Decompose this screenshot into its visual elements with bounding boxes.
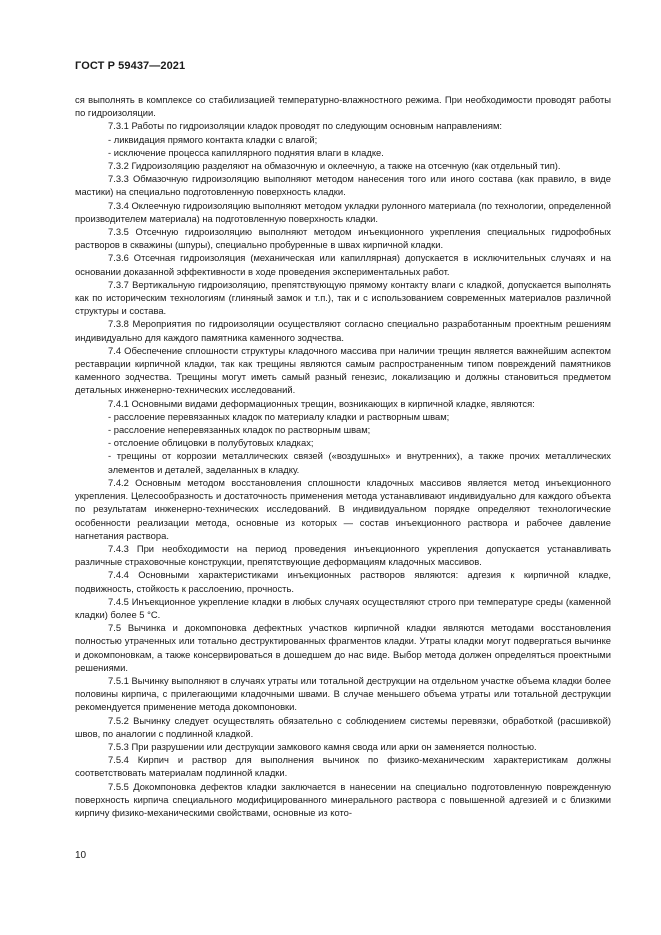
paragraph: 7.5.5 Докомпоновка дефектов кладки заключается в нанесении на специально подготовленную поврежденную поверхность кирпича специального модифицированного минерального раствора с повышенной адгезией и с близкими кирпичу физико-механическими свойствами, основные из кото- [75, 780, 611, 818]
page-header-title: ГОСТ Р 59437—2021 [75, 60, 186, 72]
paragraph: 7.3.6 Отсечная гидроизоляция (механическая или капиллярная) допускается в исключительных случаях и на основании доказанной эффективности в ходе проведения экспериментальных работ. [75, 252, 611, 277]
paragraph: 7.4 Обеспечение сплошности структуры кладочного массива при наличии трещин является важнейшим аспектом реставрации кирпичной кладки, так как трещины являются самым распространенным типом повреждений памятников каменного зодчества. Трещины могут иметь самый разный генезис, локализацию и должны становиться предметом детальных инженерно-технических исследований. [75, 344, 611, 396]
list-item: - расслоение перевязанных кладок по материалу кладки и растворным швам; [108, 410, 450, 422]
paragraph: 7.3.3 Обмазочную гидроизоляцию выполняют методом нанесения того или иного состава (как правило, в виде мастики) на специально подготовленную поверхность кладки. [75, 173, 611, 198]
paragraph: 7.3.5 Отсечную гидроизоляцию выполняют методом инъекционного укрепления специальных гидрофобных растворов в скважины (шпуры), специально пробуренные в швах кирпичной кладки. [75, 226, 611, 251]
paragraph: 7.3.4 Оклеечную гидроизоляцию выполняют методом укладки рулонного материала (по технологии, определенной производителем материала) на подготовленную поверхность кладки. [75, 199, 611, 224]
paragraph: 7.4.4 Основными характеристиками инъекционных растворов являются: адгезия к кирпичной кладке, подвижность, стойкость к расслоению, прочность. [75, 569, 611, 594]
paragraph: 7.3.2 Гидроизоляцию разделяют на обмазочную и оклеечную, а также на отсечную (как отдельный тип). [108, 160, 561, 172]
list-item: - отслоение облицовки в полубутовых кладках; [108, 437, 314, 449]
page-number: 10 [75, 850, 87, 861]
list-item: - исключение процесса капиллярного поднятия влаги в кладке. [108, 146, 384, 158]
list-item: - ликвидация прямого контакта кладки с влагой; [108, 133, 318, 145]
paragraph: ся выполнять в комплексе со стабилизацией температурно-влажностного режима. При необходимости проводят работы по гидроизоляции. [75, 94, 611, 119]
paragraph: 7.3.8 Мероприятия по гидроизоляции осуществляют согласно специально разработанным проектным решениям индивидуально для каждого памятника каменного зодчества. [75, 318, 611, 343]
paragraph: 7.5.1 Вычинку выполняют в случаях утраты или тотальной деструкции на отдельном участке объема кладки более половины кирпича, с прилегающими кладочными швами. В случае меньшего объема утраты или тотальной деструкции рекомендуется применение метода докомпоновки. [75, 674, 611, 713]
paragraph: 7.4.5 Инъекционное укрепление кладки в любых случаях осуществляют строго при температуре среды (каменной кладки) более 5 °С. [75, 595, 611, 620]
paragraph: 7.3.1 Работы по гидроизоляции кладок проводят по следующим основным направлениям: [108, 120, 502, 132]
list-item: - расслоение неперевязанных кладок по растворным швам; [108, 424, 371, 436]
paragraph: 7.5.3 При разрушении или деструкции замкового камня свода или арки он заменяется полностью. [108, 740, 537, 752]
paragraph: 7.5.4 Кирпич и раствор для выполнения вычинок по физико-механическим характеристикам должны соответствовать материалам подлинной кладки. [75, 754, 611, 779]
paragraph: 7.3.7 Вертикальную гидроизоляцию, препятствующую прямому контакту влаги с кладкой, допускается выполнять как по историческим технологиям (глиняный замок и т.п.), так и с использованием современных материалов различной структуры и состава. [75, 278, 611, 317]
paragraph: 7.4.2 Основным методом восстановления сплошности кладочных массивов является метод инъекционного укрепления. Целесообразность и достаточность применения метода устанавливают индивидуально для каждого объекта по результатам инженерно-технических исследований. В индивидуальном порядке определяют технологические особенности реализации метода, основные из которых — состав инъекционного раствора и рабочее давление нагнетания раствора. [75, 476, 611, 541]
paragraph: 7.5 Вычинка и докомпоновка дефектных участков кирпичной кладки являются методами восстановления полностью утраченных или тотально деструктированных фрагментов кладки. Утраты кладки могут подвергаться вычинке и докомпоновкам, а также консервироваться в дошедшем до нас виде. Выбор метода должен определяться проектными решениями. [75, 622, 611, 673]
paragraph: 7.5.2 Вычинку следует осуществлять обязательно с соблюдением системы перевязки, обработкой (расшивкой) швов, по аналогии с подлинной кладкой. [75, 714, 611, 739]
paragraph: 7.4.3 При необходимости на период проведения инъекционного укрепления допускается устанавливать различные страховочные конструкции, препятствующие деформациям кладочных массивов. [75, 542, 611, 568]
paragraph: 7.4.1 Основными видами деформационных трещин, возникающих в кирпичной кладке, являются: [108, 397, 535, 409]
document-body [75, 93, 611, 819]
list-item: - трещины от коррозии металлических связей («воздушных» и внутренних), а также прочих металлических элементов и деталей, заделанных в кладку. [108, 450, 611, 475]
